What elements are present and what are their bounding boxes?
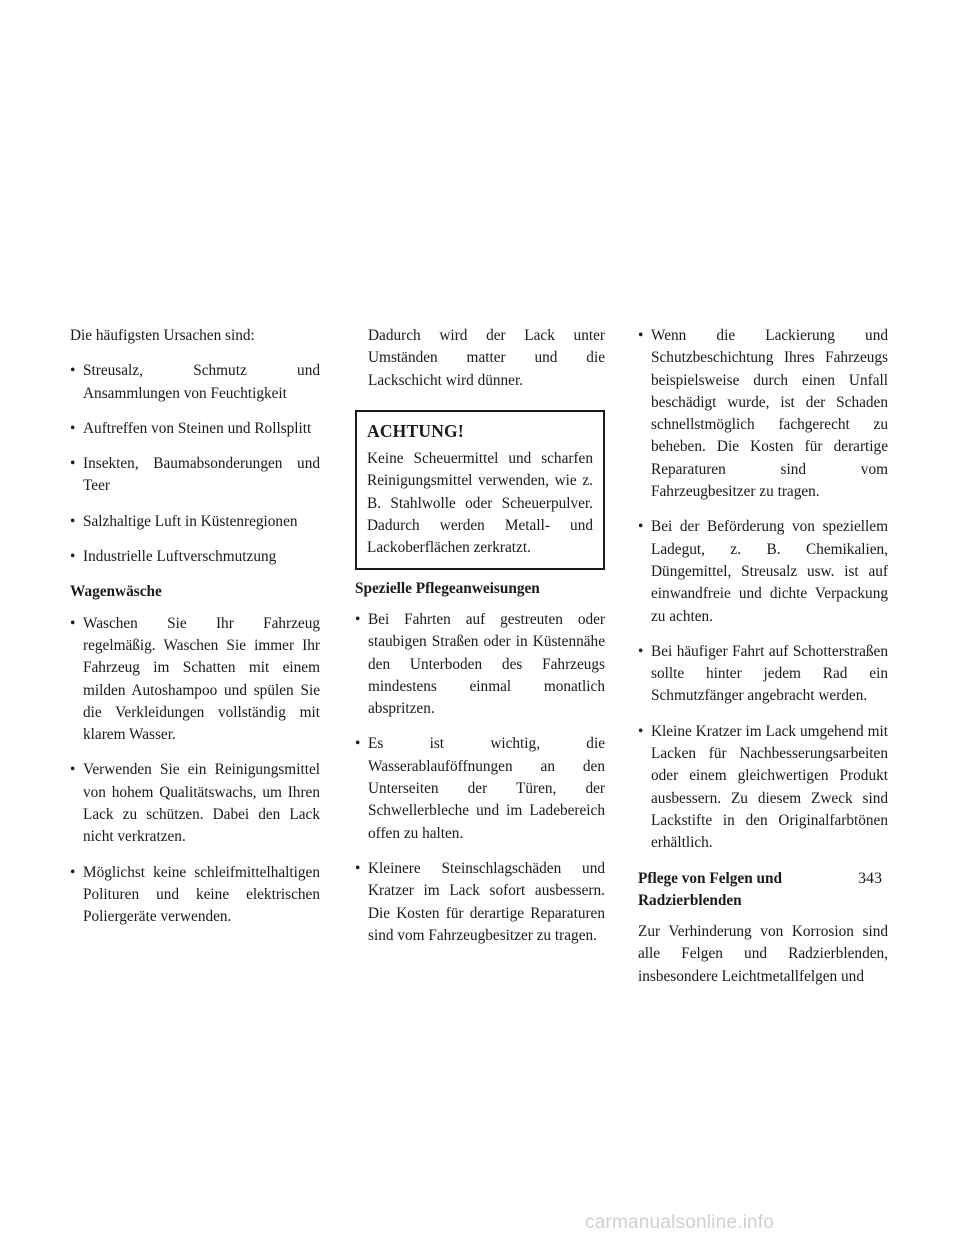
list-item: • Industrielle Luftverschmutzung [70, 546, 320, 568]
causes-list [70, 360, 320, 568]
bullet-icon: • [70, 761, 76, 779]
bullet-icon: • [70, 614, 76, 632]
list-item: • Insekten, Baumabsonderungen und Teer [70, 455, 320, 495]
section-heading-wagenwaesche: Wagenwäsche [70, 583, 162, 601]
warning-text: Keine Scheuermittel und scharfen Reinigungsmittel verwenden, wie z. B. Stahlwolle oder Scheuerpulver. Dadurch werden Metall- und Lackoberflächen zerkratzt. [367, 450, 593, 557]
bullet-icon: • [70, 362, 76, 380]
care-list-continued [638, 325, 888, 855]
bullet-icon: • [70, 548, 76, 566]
bullet-icon: • [638, 722, 644, 740]
section-heading-felgen: Pflege von Felgen und Radzierblenden [638, 869, 783, 909]
list-item: • Kleine Kratzer im Lack umgehend mit Lacken für Nachbesserungsarbeiten oder einem gleichwertigen Produkt ausbessern. Zu diesem Zweck sind Lackstifte in den Originalfarbtönen erhältlich. [638, 722, 888, 852]
bullet-icon: • [355, 735, 361, 753]
bullet-icon: • [638, 518, 644, 536]
bullet-icon: • [355, 610, 361, 628]
bullet-icon: • [70, 455, 76, 473]
intro-text: Die häufigsten Ursachen sind: [70, 327, 255, 344]
list-item: • Streusalz, Schmutz und Ansammlungen von Feuchtigkeit [70, 362, 320, 402]
list-item: • Möglichst keine schleifmittelhaltigen Polituren und keine elektrischen Poliergeräte verwenden. [70, 863, 320, 926]
list-item: • Waschen Sie Ihr Fahrzeug regelmäßig. Waschen Sie immer Ihr Fahrzeug im Schatten mit einem milden Autoshampoo und spülen Sie die Verkleidungen vollständig mit klarem Wasser. [70, 614, 320, 744]
bullet-icon: • [70, 512, 76, 530]
watermark: carmanualsonline.info [585, 1212, 775, 1233]
list-item: • Bei Fahrten auf gestreuten oder staubigen Straßen oder in Küstennähe den Unterboden des Fahrzeugs mindestens einmal monatlich abspritzen. [355, 610, 605, 718]
list-item: • Auftreffen von Steinen und Rollsplitt [70, 418, 320, 440]
list-item: • Verwenden Sie ein Reinigungsmittel von hohem Qualitätswachs, um Ihren Lack zu schützen. Dabei den Lack nicht verkratzen. [70, 761, 320, 846]
warning-box [355, 410, 605, 570]
section-heading-pflege: Spezielle Pflegeanweisungen [355, 579, 540, 597]
page-number: 343 [858, 870, 882, 887]
care-list [355, 609, 605, 947]
list-item: • Bei der Beförderung von speziellem Ladegut, z. B. Chemikalien, Düngemittel, Streusalz usw. ist auf einwandfreie und dichte Verpackung zu achten. [638, 518, 888, 625]
bullet-icon: • [355, 859, 361, 877]
column-right [638, 325, 888, 1001]
wash-list [70, 613, 320, 929]
column-left [70, 325, 320, 942]
column-middle [355, 325, 605, 960]
list-item: • Kleinere Steinschlagschäden und Kratzer im Lack sofort ausbessern. Die Kosten für derartige Reparaturen sind vom Fahrzeugbesitzer zu tragen. [355, 859, 605, 944]
list-item: • Wenn die Lackierung und Schutzbeschichtung Ihres Fahrzeugs beispielsweise durch einen Unfall beschädigt wurde, ist der Schaden schnellstmöglich fachgerecht zu beheben. Die Kosten für derartige Reparaturen sind vom Fahrzeugbesitzer zu tragen. [638, 327, 888, 501]
felgen-paragraph: Zur Verhinderung von Korrosion sind alle Felgen und Radzierblenden, insbesondere Leichtmetallfelgen und [638, 923, 888, 985]
warning-title: ACHTUNG! [367, 420, 464, 441]
continuation-text: Dadurch wird der Lack unter Umständen matter und die Lackschicht wird dünner. [368, 327, 605, 389]
bullet-icon: • [638, 642, 644, 660]
list-item: • Es ist wichtig, die Wasserablauföffnungen an den Unterseiten der Türen, der Schwellerbleche und im Ladebereich offen zu halten. [355, 735, 605, 842]
list-item: • Bei häufiger Fahrt auf Schotterstraßen sollte hinter jedem Rad ein Schmutzfänger angebracht werden. [638, 642, 888, 705]
list-item: • Salzhaltige Luft in Küstenregionen [70, 511, 320, 533]
bullet-icon: • [638, 327, 644, 344]
bullet-icon: • [70, 419, 76, 437]
bullet-icon: • [70, 863, 76, 881]
